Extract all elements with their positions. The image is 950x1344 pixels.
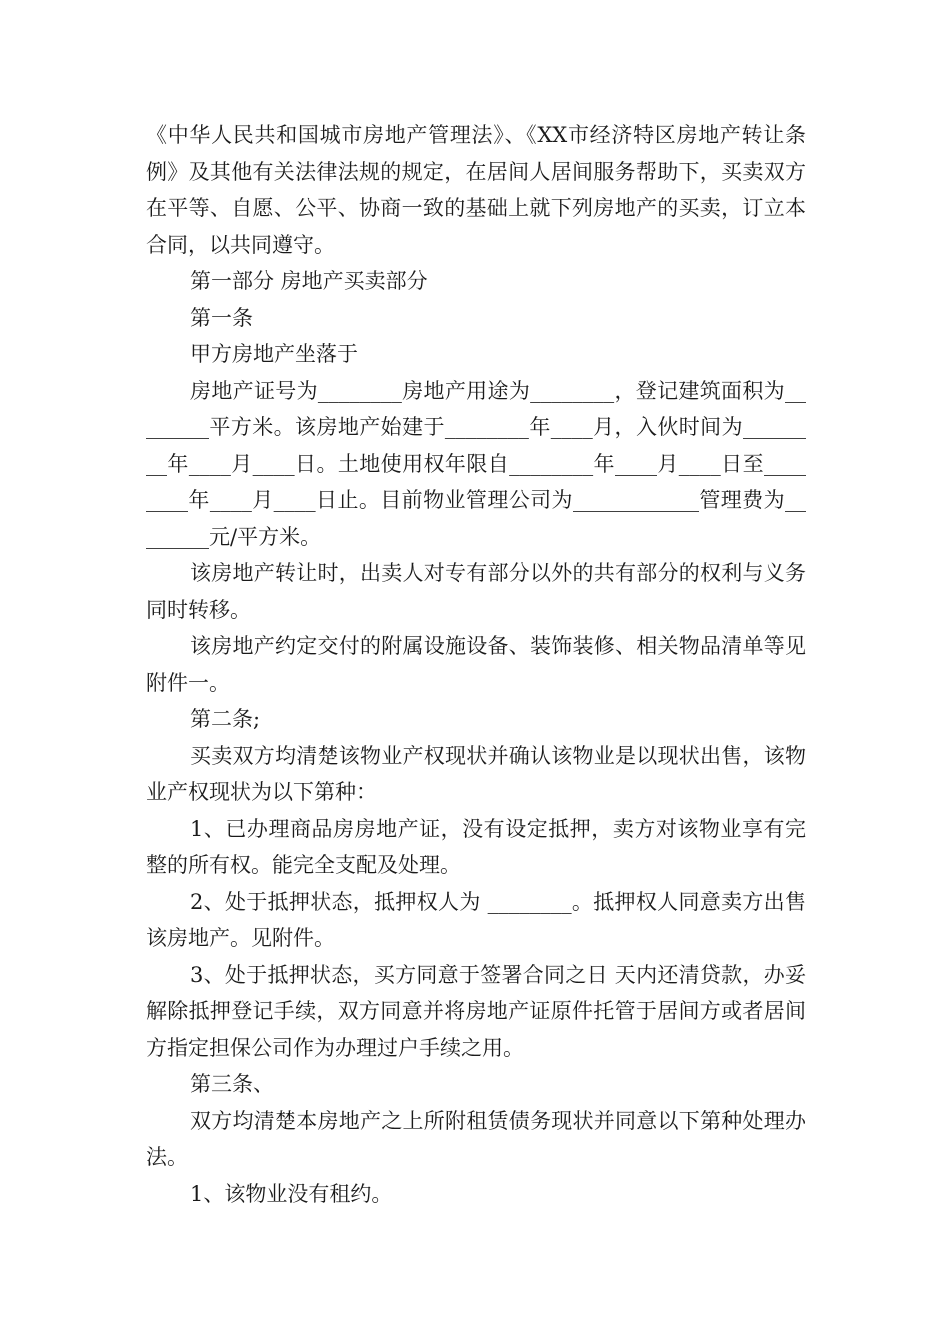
article-two-heading: 第二条; (190, 707, 261, 731)
lease-status-paragraph: 双方均清楚本房地产之上所附租赁债务现状并同意以下第种处理办法。 (146, 1108, 806, 1169)
status-option-1: 1、已办理商品房房地产证，没有设定抵押，卖方对该物业享有完整的所有权。能完全支配及处理。 (146, 816, 806, 877)
property-details-paragraph: 房地产证号为________房地产用途为________，登记建筑面积为________平方米。该房地产始建于________年____月，入伙时间为________年____月____日。土地使用权年限自________年____月____日至________年____月____日止。目前物业管理公司为____________管理费为________元/平方米。 (146, 378, 806, 549)
article-three-heading: 第三条、 (190, 1072, 274, 1096)
title-status-paragraph: 买卖双方均清楚该物业产权现状并确认该物业是以现状出售，该物业产权现状为以下第种： (146, 743, 806, 804)
common-rights-paragraph: 该房地产转让时，出卖人对专有部分以外的共有部分的权利与义务同时转移。 (146, 561, 806, 622)
part-one-heading: 第一部分 房地产买卖部分 (190, 269, 428, 293)
property-location-line: 甲方房地产坐落于 (190, 342, 358, 366)
intro-paragraph: 《中华人民共和国城市房地产管理法》、《XX市经济特区房地产转让条例》及其他有关法律法规的规定，在居间人居间服务帮助下，买卖双方在平等、自愿、公平、协商一致的基础上就下列房地产的买卖，订立本合同，以共同遵守。 (146, 123, 806, 257)
status-option-3: 3、处于抵押状态，买方同意于签署合同之日 天内还清贷款，办妥解除抵押登记手续，双方同意并将房地产证原件托管于居间方或者居间方指定担保公司作为办理过户手续之用。 (146, 962, 806, 1060)
document-body (146, 117, 806, 1212)
lease-option-1: 1、该物业没有租约。 (190, 1181, 393, 1206)
attachments-paragraph: 该房地产约定交付的附属设施设备、装饰装修、相关物品清单等见附件一。 (146, 634, 806, 695)
status-option-2: 2、处于抵押状态，抵押权人为 ________。抵押权人同意卖方出售该房地产。见附件。 (146, 889, 806, 950)
article-one-heading: 第一条 (190, 305, 253, 330)
